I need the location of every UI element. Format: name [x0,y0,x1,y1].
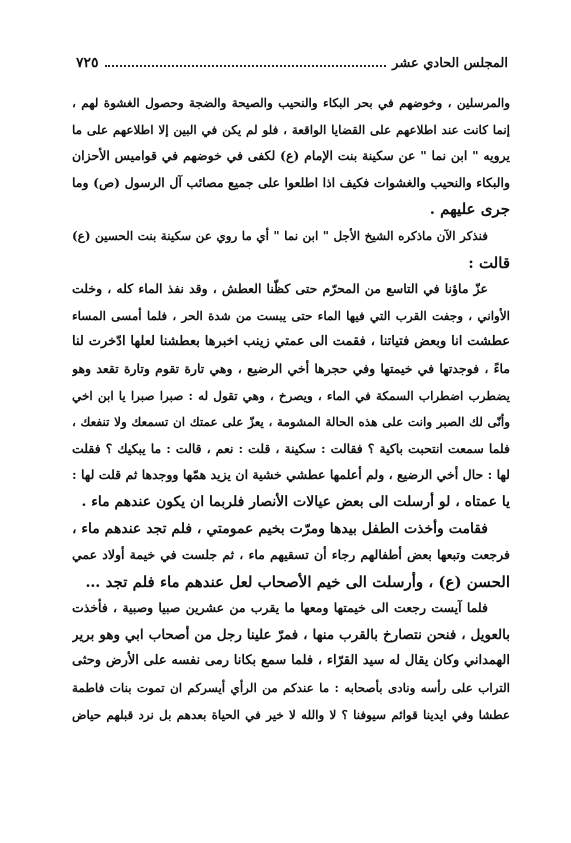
text-line: يضطرب اضطراب السمكة في الماء ، ويصرخ ، وهي تقول له : صبرا صبرا يا ابن اخي [72,388,510,403]
text-line: بالعويل ، فنحن نتصارخ بالقرب منها ، فمرّ علينا رجل من أصحاب ابي وهو برير [72,626,510,643]
text-line: الأواني ، وجفت القرب التي فيها الماء حتى يبست من شدة الحر ، فلما أمسى المساء [72,308,510,323]
text-line: يا عمتاه ، لو أرسلت الى بعض عيالات الأنصار فلربما ان يكون عندهم ماء . [81,493,510,510]
chapter-title: المجلس الحادي عشر [392,55,508,71]
body-text [72,90,510,728]
text-line: والمرسلين ، وخوضهم في بحر البكاء والنحيب والصيحة والضجة وحصول الغشوة لهم ، [72,96,510,110]
text-line: الهمداني وكان يقال له سيد القرّاء ، فلما سمع بكانا رمى نفسه على الأرض وحثى [72,653,510,669]
text-line: فرجعت وتبعها بعض أطفالهم رجاء أن تسقيهم ماء ، ثم جلست في خيمة أولاد عمي [72,547,510,563]
text-line: عزّ ماؤنا في التاسع من المحرّم حتى كظّنا العطش ، وقد نفذ الماء كله ، وخلت [72,281,488,297]
text-line: قالت : [468,253,510,272]
text-line: ماءً ، فوجدتها في خيمتها وفي حجرها أخي الرضيع ، وهي تارة تقوم وتارة تقعد وهو [72,360,510,376]
text-line: يرويه " ابن نما " عن سكينة بنت الإمام (ع) لكفى في خوضهم في قواميس الأحزان [72,148,510,164]
text-line: فلما آيست رجعت الى خيمتها ومعها ما يقرب من عشرين صبيا وصبية ، فأخذت [72,600,488,616]
text-line: عطشت انا وبعض فتياتنا ، فقمت الى عمتي زينب اخبرها بعطشنا لعلها ادّخرت لنا [72,334,510,350]
text-line: فقامت وأخذت الطفل بيدها ومرّت بخيم عمومتي ، فلم تجد عندهم ماء ، [72,520,488,537]
text-line: إنما كانت عند اطلاعهم على القضايا الواقعة ، فلو لم يكن في البين إلا اطلاعهم على ما [72,122,510,137]
text-line: الحسن (ع) ، وأرسلت الى خيم الأصحاب لعل عندهم ماء فلم تجد … [85,572,510,591]
text-line: والبكاء والنحيب والغشوات فكيف اذا اطلعوا على جميع مصائب آل الرسول (ص) وما [72,174,510,190]
text-line: فلما سمعت انتحبت باكية ؟ فقالت : سكينة ، قلت : نعم ، قالت : ما يبكيك ؟ فقلت [72,440,510,456]
text-line: جرى عليهم . [429,200,510,219]
text-line: فنذكر الآن ماذكره الشيخ الأجل " ابن نما " أي ما روي عن سكينة بنت الحسين (ع) [72,228,488,243]
running-header [76,50,508,76]
text-line: التراب على رأسه ونادى بأصحابه : ما عندكم من الرأي أيسركم ان تموت بنات فاطمة [72,681,510,696]
text-line: لها : حال أخي الرضيع ، ولم أعلمها عطشي خشية ان يزيد همّها ووجدها ثم قلت لها : [72,467,510,483]
text-line: عطشا وفي ايدينا قوائم سيوفنا ؟ لا والله لا خير في الحياة بعدهم بل نرد قبلهم حياض [72,707,510,722]
text-line: وأنّى لك الصبر وانت على هذه الحالة المشومة ، يعزّ على عمتك ان تسمعك ولا تنفعك ، [72,415,510,430]
page-number: ٧٢٥ [76,55,99,71]
dotted-leader [105,65,387,67]
